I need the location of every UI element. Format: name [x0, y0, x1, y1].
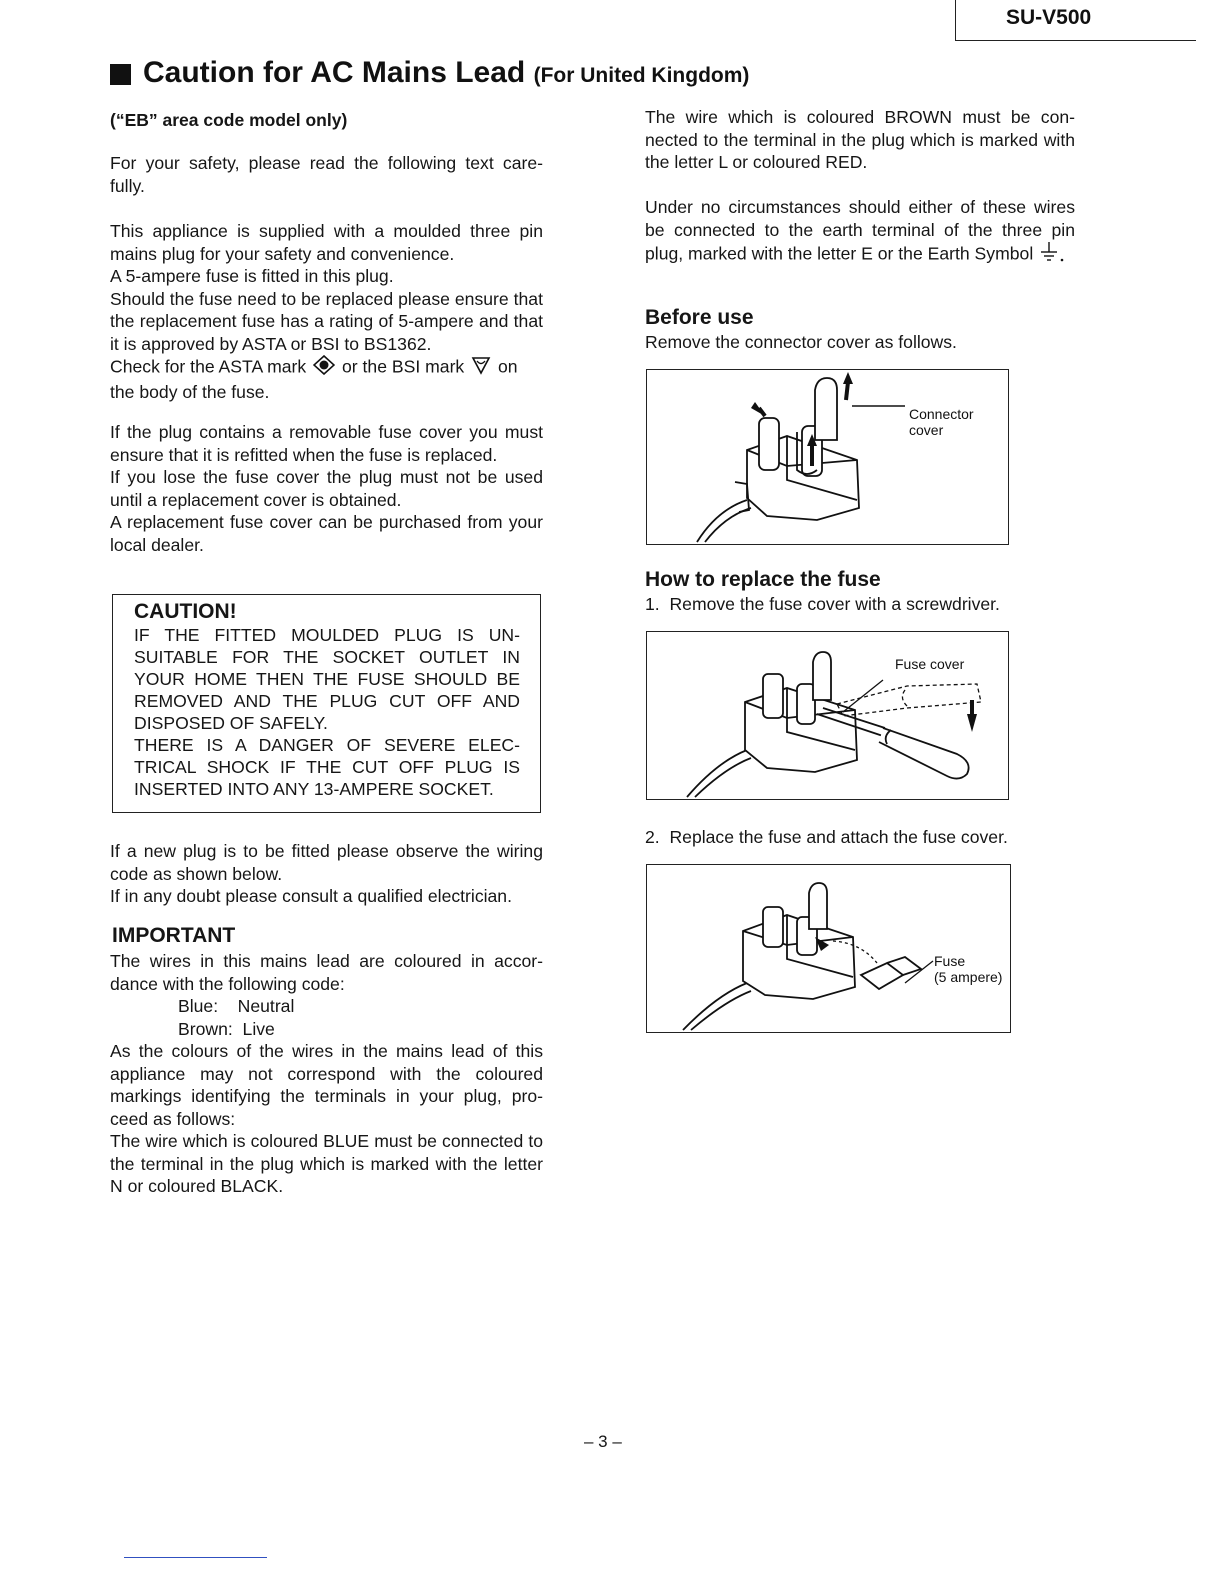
fuse-cover-dealer-text: A replacement fuse cover can be purchased from your local dealer. — [110, 512, 543, 555]
caution-title: CAUTION! — [134, 600, 237, 623]
footer-rule — [124, 1557, 267, 1558]
check-body-text: on the body of the fuse. — [110, 356, 518, 402]
fuse-figure — [646, 864, 1011, 1033]
safety-intro — [110, 152, 543, 197]
check-mark-text — [110, 355, 543, 403]
code-blue: Blue: Neutral — [178, 996, 295, 1016]
fuse-cover-lost-text: If you lose the fuse cover the plug must not be used until a replacement cover is obtained. — [110, 467, 543, 510]
consult-electrician-text: If in any doubt please consult a qualified electrician. — [110, 886, 512, 906]
plug-connector-illustration — [647, 370, 1007, 543]
fuse-paragraph — [110, 220, 543, 403]
model-number: SU-V500 — [1006, 6, 1092, 29]
new-plug-paragraph — [110, 840, 543, 908]
earth-symbol-icon — [1038, 241, 1064, 269]
colours-paragraph: As the colours of the wires in the mains lead of this appliance may not correspond with the coloured markings identifying the terminals in your plug, pro-ceed as follows: — [110, 1041, 543, 1129]
title-bullet — [110, 64, 131, 85]
asta-mark-icon — [313, 355, 335, 381]
safety-intro-text: For your safety, please read the following text care-fully. — [110, 153, 543, 196]
page-title — [143, 56, 749, 90]
before-use-text: Remove the connector cover as follows. — [645, 332, 957, 352]
earth-warning-text: Under no circumstances should either of these wires be connected to the earth terminal of the three pin plug, marked with the letter E or the Earth Symbol — [645, 197, 1075, 264]
caution-text — [134, 624, 520, 800]
page-number: – 3 – — [584, 1432, 622, 1451]
earth-text — [645, 196, 1075, 269]
earth-paragraph — [645, 196, 1075, 269]
plug-supplied-text: This appliance is supplied with a moulded three pin mains plug for your safety and convenience. — [110, 221, 543, 264]
caution-paragraph-2: THERE IS A DANGER OF SEVERE ELEC-TRICAL SHOCK IF THE CUT OFF PLUG IS INSERTED INTO ANY 13-AMPERE SOCKET. — [134, 735, 520, 799]
brown-wire-text: The wire which is coloured BROWN must be con-nected to the terminal in the plug which is marked with the letter L or coloured RED. — [645, 107, 1075, 172]
blue-wire-paragraph: The wire which is coloured BLUE must be connected to the terminal in the plug which is marked with the letter N or coloured BLACK. — [110, 1131, 543, 1196]
fuse-cover-figure — [646, 631, 1009, 800]
fuse-rating-text: (5 ampere) — [934, 969, 1003, 985]
important-section — [110, 950, 543, 1198]
check-bsi-text: or the BSI mark — [342, 356, 465, 377]
important-heading: IMPORTANT — [112, 924, 236, 947]
fuse-cover-label: Fuse cover — [895, 656, 965, 672]
step-2-text: 2. Replace the fuse and attach the fuse cover. — [645, 827, 1008, 847]
code-brown: Brown: Live — [178, 1018, 275, 1039]
area-code-note: (“EB” area code model only) — [110, 110, 348, 130]
fuse-cover-refit-text: If the plug contains a removable fuse cover you must ensure that it is refitted when the fuse is replaced. — [110, 422, 543, 465]
replace-fuse-text: Should the fuse need to be replaced please ensure that the replacement fuse has a rating of 5-ampere and that it is approved by ASTA or BSI to BS1362. — [110, 288, 543, 354]
fuse-cover-paragraph — [110, 421, 543, 556]
important-intro: The wires in this mains lead are coloured in accor-dance with the following code: — [110, 951, 543, 994]
fuse-label-text: Fuse — [934, 953, 966, 969]
caution-paragraph-1: IF THE FITTED MOULDED PLUG IS UN-SUITABLE FOR THE SOCKET OUTLET IN YOUR HOME THEN THE FUSE SHOULD BE REMOVED AND THE PLUG CUT OFF AND DISPOSED OF SAFELY. — [134, 625, 520, 733]
connector-cover-figure — [646, 369, 1009, 545]
fuse-replacement-illustration — [647, 865, 1009, 1031]
connector-cover-label: Connector cover — [909, 406, 974, 438]
replace-fuse-heading: How to replace the fuse — [645, 568, 881, 591]
brown-wire-paragraph — [645, 106, 1075, 174]
title-sub: (For United Kingdom) — [533, 64, 750, 87]
fuse-fitted-text: A 5-ampere fuse is fitted in this plug. — [110, 266, 394, 286]
title-main: Caution for AC Mains Lead — [143, 56, 526, 89]
new-plug-wiring-text: If a new plug is to be fitted please observe the wiring code as shown below. — [110, 841, 543, 884]
before-use-heading: Before use — [645, 306, 754, 329]
fuse-label — [934, 953, 1010, 985]
check-asta-text: Check for the ASTA mark — [110, 356, 307, 377]
bsi-mark-icon — [471, 355, 491, 381]
step-1-text: 1. Remove the fuse cover with a screwdriver. — [645, 594, 1000, 614]
